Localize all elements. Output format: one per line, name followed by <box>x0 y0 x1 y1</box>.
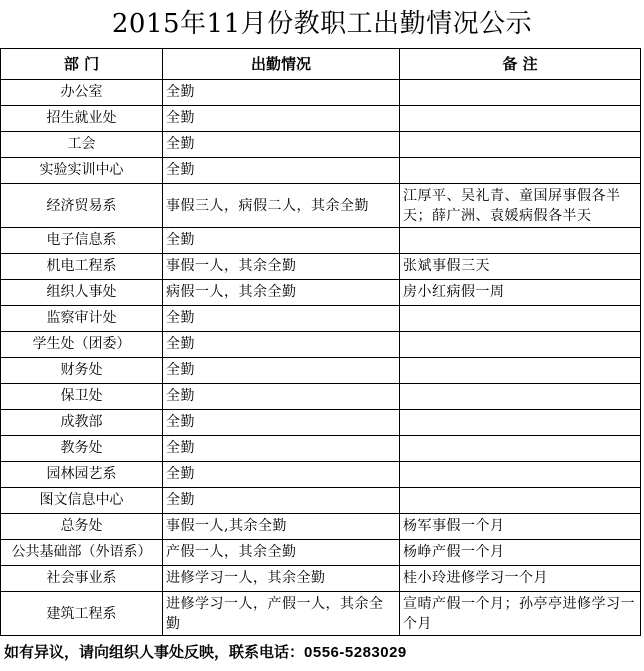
status-cell: 全勤 <box>163 384 400 410</box>
note-cell: 房小红病假一周 <box>400 280 641 306</box>
status-cell: 进修学习一人，产假一人，其余全勤 <box>163 592 400 636</box>
status-cell: 全勤 <box>163 228 400 254</box>
header-status: 出勤情况 <box>163 49 400 80</box>
table-row <box>1 436 641 462</box>
contact-footer <box>4 641 407 664</box>
dept-cell: 财务处 <box>1 358 163 384</box>
dept-cell: 电子信息系 <box>1 228 163 254</box>
table-row <box>1 410 641 436</box>
status-cell: 事假三人，病假二人，其余全勤 <box>163 184 400 228</box>
note-cell <box>400 158 641 184</box>
table-row <box>1 158 641 184</box>
dept-cell: 保卫处 <box>1 384 163 410</box>
table-row <box>1 184 641 228</box>
dept-cell: 招生就业处 <box>1 106 163 132</box>
table-row <box>1 592 641 636</box>
status-cell: 全勤 <box>163 132 400 158</box>
dept-cell: 机电工程系 <box>1 254 163 280</box>
table-row <box>1 488 641 514</box>
note-cell <box>400 80 641 106</box>
note-cell <box>400 436 641 462</box>
table-row <box>1 384 641 410</box>
note-cell <box>400 462 641 488</box>
note-cell: 桂小玲进修学习一个月 <box>400 566 641 592</box>
dept-cell: 总务处 <box>1 514 163 540</box>
table-row <box>1 358 641 384</box>
table-row <box>1 80 641 106</box>
phone-number: 0556-5283029 <box>304 644 407 661</box>
note-cell <box>400 106 641 132</box>
table-row <box>1 514 641 540</box>
table-row <box>1 306 641 332</box>
note-cell <box>400 332 641 358</box>
table-row <box>1 228 641 254</box>
dept-cell: 园林园艺系 <box>1 462 163 488</box>
table-header-row <box>1 49 641 80</box>
note-cell: 杨峥产假一个月 <box>400 540 641 566</box>
dept-cell: 工会 <box>1 132 163 158</box>
note-cell: 宣晴产假一个月；孙亭亭进修学习一个月 <box>400 592 641 636</box>
status-cell: 全勤 <box>163 332 400 358</box>
status-cell: 事假一人,其余全勤 <box>163 514 400 540</box>
dept-cell: 教务处 <box>1 436 163 462</box>
dept-cell: 监察审计处 <box>1 306 163 332</box>
attendance-table <box>0 48 641 636</box>
table-row <box>1 132 641 158</box>
status-cell: 全勤 <box>163 436 400 462</box>
dept-cell: 成教部 <box>1 410 163 436</box>
dept-cell: 公共基础部（外语系） <box>1 540 163 566</box>
note-cell <box>400 384 641 410</box>
status-cell: 全勤 <box>163 358 400 384</box>
dept-cell: 办公室 <box>1 80 163 106</box>
table-row <box>1 332 641 358</box>
header-note: 备 注 <box>400 49 641 80</box>
table-row <box>1 462 641 488</box>
header-dept: 部 门 <box>1 49 163 80</box>
note-cell <box>400 306 641 332</box>
note-cell: 张斌事假三天 <box>400 254 641 280</box>
dept-cell: 建筑工程系 <box>1 592 163 636</box>
status-cell: 全勤 <box>163 488 400 514</box>
note-cell <box>400 228 641 254</box>
status-cell: 事假一人，其余全勤 <box>163 254 400 280</box>
footer-text: 如有异议，请向组织人事处反映，联系电话： <box>4 643 305 661</box>
table-row <box>1 540 641 566</box>
note-cell <box>400 410 641 436</box>
status-cell: 全勤 <box>163 158 400 184</box>
dept-cell: 经济贸易系 <box>1 184 163 228</box>
note-cell <box>400 132 641 158</box>
page-title: 2015年11月份教职工出勤情况公示 <box>111 9 533 39</box>
status-cell: 全勤 <box>163 106 400 132</box>
table-row <box>1 254 641 280</box>
dept-cell: 实验实训中心 <box>1 158 163 184</box>
dept-cell: 图文信息中心 <box>1 488 163 514</box>
note-cell <box>400 488 641 514</box>
table-row <box>1 106 641 132</box>
table-row <box>1 280 641 306</box>
note-cell <box>400 358 641 384</box>
status-cell: 全勤 <box>163 462 400 488</box>
dept-cell: 社会事业系 <box>1 566 163 592</box>
status-cell: 全勤 <box>163 80 400 106</box>
status-cell: 产假一人，其余全勤 <box>163 540 400 566</box>
status-cell: 全勤 <box>163 410 400 436</box>
dept-cell: 组织人事处 <box>1 280 163 306</box>
status-cell: 病假一人，其余全勤 <box>163 280 400 306</box>
note-cell: 杨军事假一个月 <box>400 514 641 540</box>
table-row <box>1 566 641 592</box>
dept-cell: 学生处（团委） <box>1 332 163 358</box>
status-cell: 进修学习一人，其余全勤 <box>163 566 400 592</box>
status-cell: 全勤 <box>163 306 400 332</box>
note-cell: 江厚平、吴礼青、童国屏事假各半天；薛广洲、袁媛病假各半天 <box>400 184 641 228</box>
